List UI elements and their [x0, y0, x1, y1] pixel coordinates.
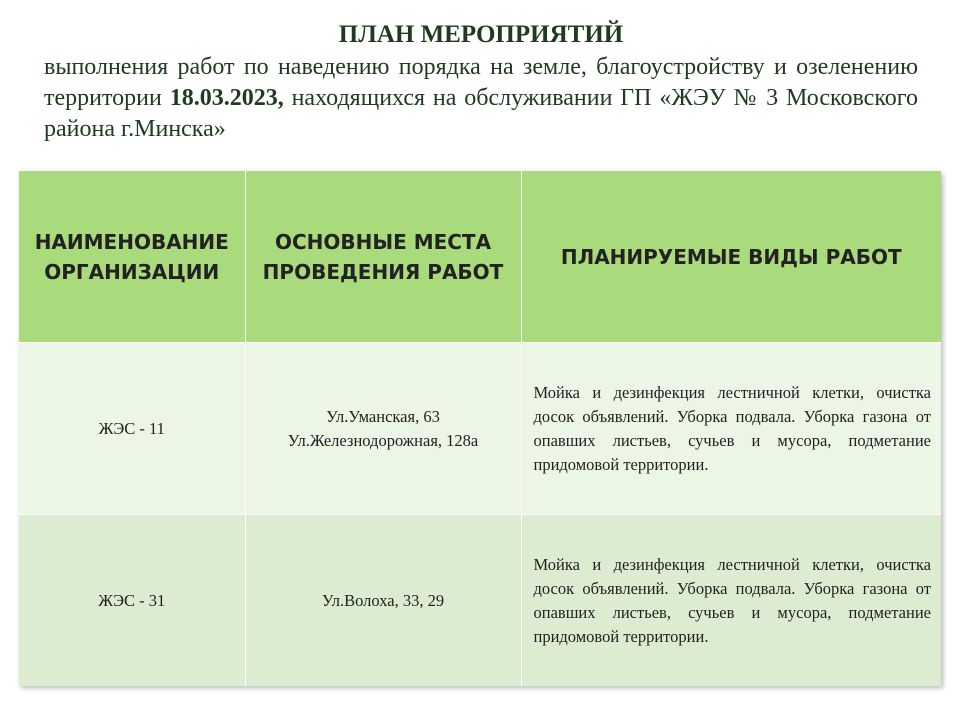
column-header-places: ОСНОВНЫЕ МЕСТА ПРОВЕДЕНИЯ РАБОТ	[245, 171, 521, 343]
place-line: Ул.Волоха, 33, 29	[321, 590, 445, 610]
places-cell	[245, 515, 521, 687]
works-cell: Мойка и дезинфекция лестничной клетки, очистка досок объявлений. Уборка подвала. Уборка газона от опавших листьев, сучьев и мусора, подметание придомовой территории.	[521, 343, 941, 515]
organization-cell: ЖЭС - 31	[19, 515, 245, 687]
subtitle-text-2: находящихся на обслуживании ГП «ЖЭУ № 3 Московского района г.Минска»	[44, 85, 919, 142]
organization-cell: ЖЭС - 11	[19, 343, 245, 515]
subtitle-text-1: выполнения работ по наведению порядка на земле, благоустройству и озеленению территории	[44, 54, 918, 111]
plan-table-container	[19, 171, 941, 685]
place-line: Ул.Уманская, 63	[326, 406, 440, 426]
title-block	[44, 18, 918, 145]
table-header-row	[19, 171, 941, 343]
subtitle-date: 18.03.2023,	[169, 85, 284, 111]
place-line: Ул.Железнодорожная, 128а	[287, 430, 479, 450]
works-cell: Мойка и дезинфекция лестничной клетки, очистка досок объявлений. Уборка подвала. Уборка газона от опавших листьев, сучьев и мусора, подметание придомовой территории.	[521, 515, 941, 687]
places-cell	[245, 343, 521, 515]
table-row	[19, 343, 941, 515]
column-header-works: ПЛАНИРУЕМЫЕ ВИДЫ РАБОТ	[521, 171, 941, 343]
column-header-organization: НАИМЕНОВАНИЕ ОРГАНИЗАЦИИ	[19, 171, 245, 343]
table-row	[19, 515, 941, 687]
page-title: ПЛАН МЕРОПРИЯТИЙ	[338, 21, 624, 48]
page-subtitle	[44, 52, 918, 145]
plan-table	[19, 171, 941, 686]
